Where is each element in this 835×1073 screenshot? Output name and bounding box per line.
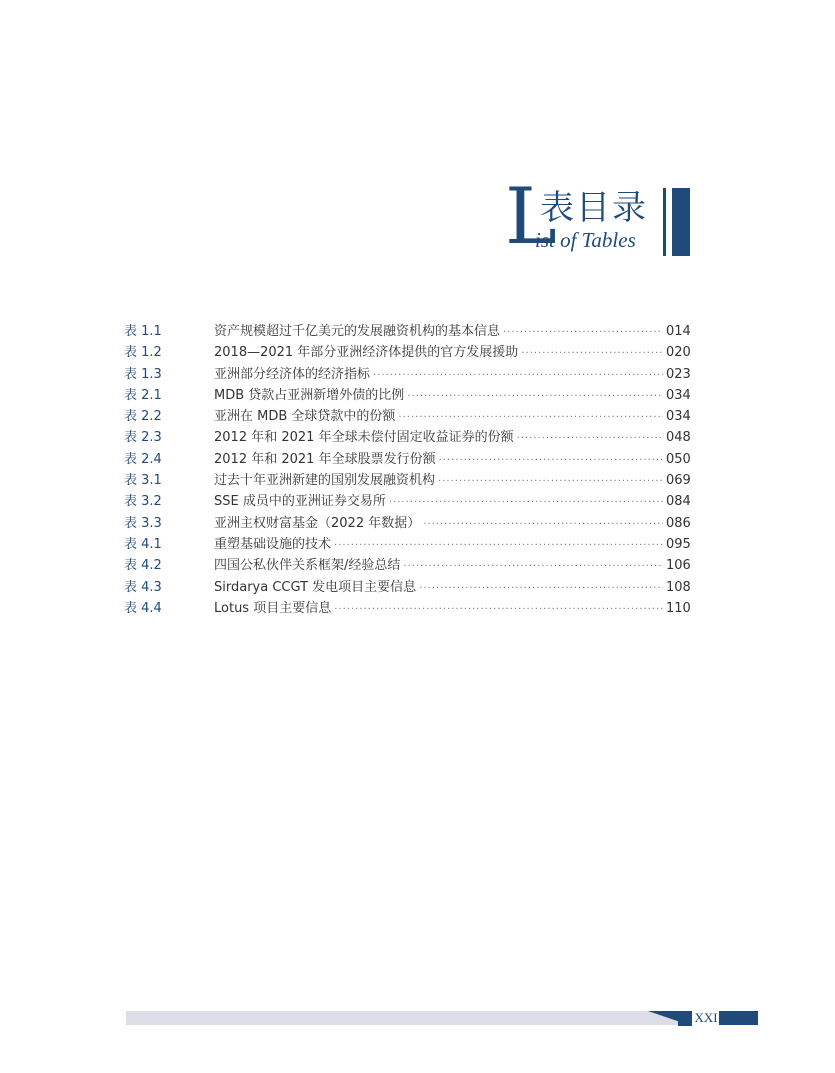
list-item[interactable] — [124, 320, 690, 341]
table-number: 表 4.2 — [124, 558, 162, 574]
header-initial-letter: L — [505, 172, 557, 262]
list-item[interactable] — [124, 341, 690, 362]
leader-dots — [419, 583, 663, 594]
page-ref: 069 — [666, 473, 691, 489]
table-title: Lotus 项目主要信息 — [214, 600, 332, 616]
table-title: Sirdarya CCGT 发电项目主要信息 — [214, 579, 417, 595]
leader-dots — [517, 433, 663, 444]
list-item[interactable] — [124, 597, 690, 618]
list-item[interactable] — [124, 469, 690, 490]
list-item[interactable] — [124, 576, 690, 597]
table-title: MDB 贷款占亚洲新增外债的比例 — [214, 387, 405, 403]
table-title: 2012 年和 2021 年全球未偿付固定收益证券的份额 — [214, 430, 514, 446]
table-title: SSE 成员中的亚洲证券交易所 — [214, 494, 386, 510]
page-ref: 084 — [666, 494, 691, 510]
list-item[interactable] — [124, 384, 690, 405]
table-list — [124, 320, 690, 618]
list-item[interactable] — [124, 512, 690, 533]
leader-dots — [439, 455, 663, 466]
footer-bar — [126, 1011, 682, 1025]
table-title: 过去十年亚洲新建的国别发展融资机构 — [214, 473, 436, 489]
leader-dots — [373, 370, 663, 381]
list-item[interactable] — [124, 405, 690, 426]
page-number: XXI — [694, 1010, 718, 1025]
table-number: 表 2.2 — [124, 409, 162, 425]
footer-box — [719, 1011, 758, 1025]
page-ref: 086 — [666, 515, 691, 531]
leader-dots — [334, 540, 663, 551]
leader-dots — [407, 391, 663, 402]
leader-dots — [423, 519, 663, 530]
list-item[interactable] — [124, 426, 690, 447]
leader-dots — [398, 412, 663, 423]
page-ref: 023 — [666, 366, 691, 382]
page-ref: 095 — [666, 536, 691, 552]
leader-dots — [389, 497, 663, 508]
list-item[interactable] — [124, 533, 690, 554]
table-number: 表 4.3 — [124, 579, 162, 595]
page-ref: 106 — [666, 558, 691, 574]
table-number: 表 2.4 — [124, 451, 162, 467]
table-number: 表 1.2 — [124, 345, 162, 361]
table-number: 表 3.3 — [124, 515, 162, 531]
table-number: 表 4.4 — [124, 600, 162, 616]
list-item[interactable] — [124, 490, 690, 511]
page-ref: 110 — [666, 600, 691, 616]
list-item[interactable] — [124, 448, 690, 469]
list-item[interactable] — [124, 554, 690, 575]
page-ref: 020 — [666, 345, 691, 361]
table-number: 表 3.1 — [124, 473, 162, 489]
table-number: 表 1.1 — [124, 324, 162, 339]
leader-dots — [334, 604, 663, 615]
page-ref: 050 — [666, 451, 691, 467]
header-thick-bar — [672, 188, 690, 256]
leader-dots — [438, 476, 663, 487]
table-title: 2018—2021 年部分亚洲经济体提供的官方发展援助 — [214, 345, 519, 361]
list-item[interactable] — [124, 363, 690, 384]
table-title: 亚洲部分经济体的经济指标 — [214, 366, 371, 382]
page-ref: 034 — [666, 387, 691, 403]
footer-triangle-fill — [678, 1011, 692, 1026]
page-title: 表目录 — [540, 188, 648, 228]
table-number: 表 2.3 — [124, 430, 162, 446]
table-title: 资产规模超过千亿美元的发展融资机构的基本信息 — [214, 324, 501, 339]
page-subtitle: ist of Tables — [535, 228, 636, 252]
header-thin-bar — [663, 188, 666, 256]
leader-dots — [503, 327, 663, 338]
page-header — [505, 172, 695, 262]
table-title: 2012 年和 2021 年全球股票发行份额 — [214, 451, 436, 467]
table-number: 表 1.3 — [124, 366, 162, 382]
page-ref: 034 — [666, 409, 691, 425]
table-number: 表 4.1 — [124, 536, 162, 552]
table-title: 亚洲在 MDB 全球贷款中的份额 — [214, 409, 396, 425]
page-ref: 048 — [666, 430, 691, 446]
table-title: 四国公私伙伴关系框架/经验总结 — [214, 558, 401, 574]
leader-dots — [403, 561, 663, 572]
table-number: 表 2.1 — [124, 387, 162, 403]
table-number: 表 3.2 — [124, 494, 162, 510]
table-title: 亚洲主权财富基金（2022 年数据） — [214, 515, 421, 531]
leader-dots — [521, 348, 663, 359]
page-ref: 108 — [666, 579, 691, 595]
page-ref: 014 — [666, 324, 691, 339]
table-title: 重塑基础设施的技术 — [214, 536, 332, 552]
